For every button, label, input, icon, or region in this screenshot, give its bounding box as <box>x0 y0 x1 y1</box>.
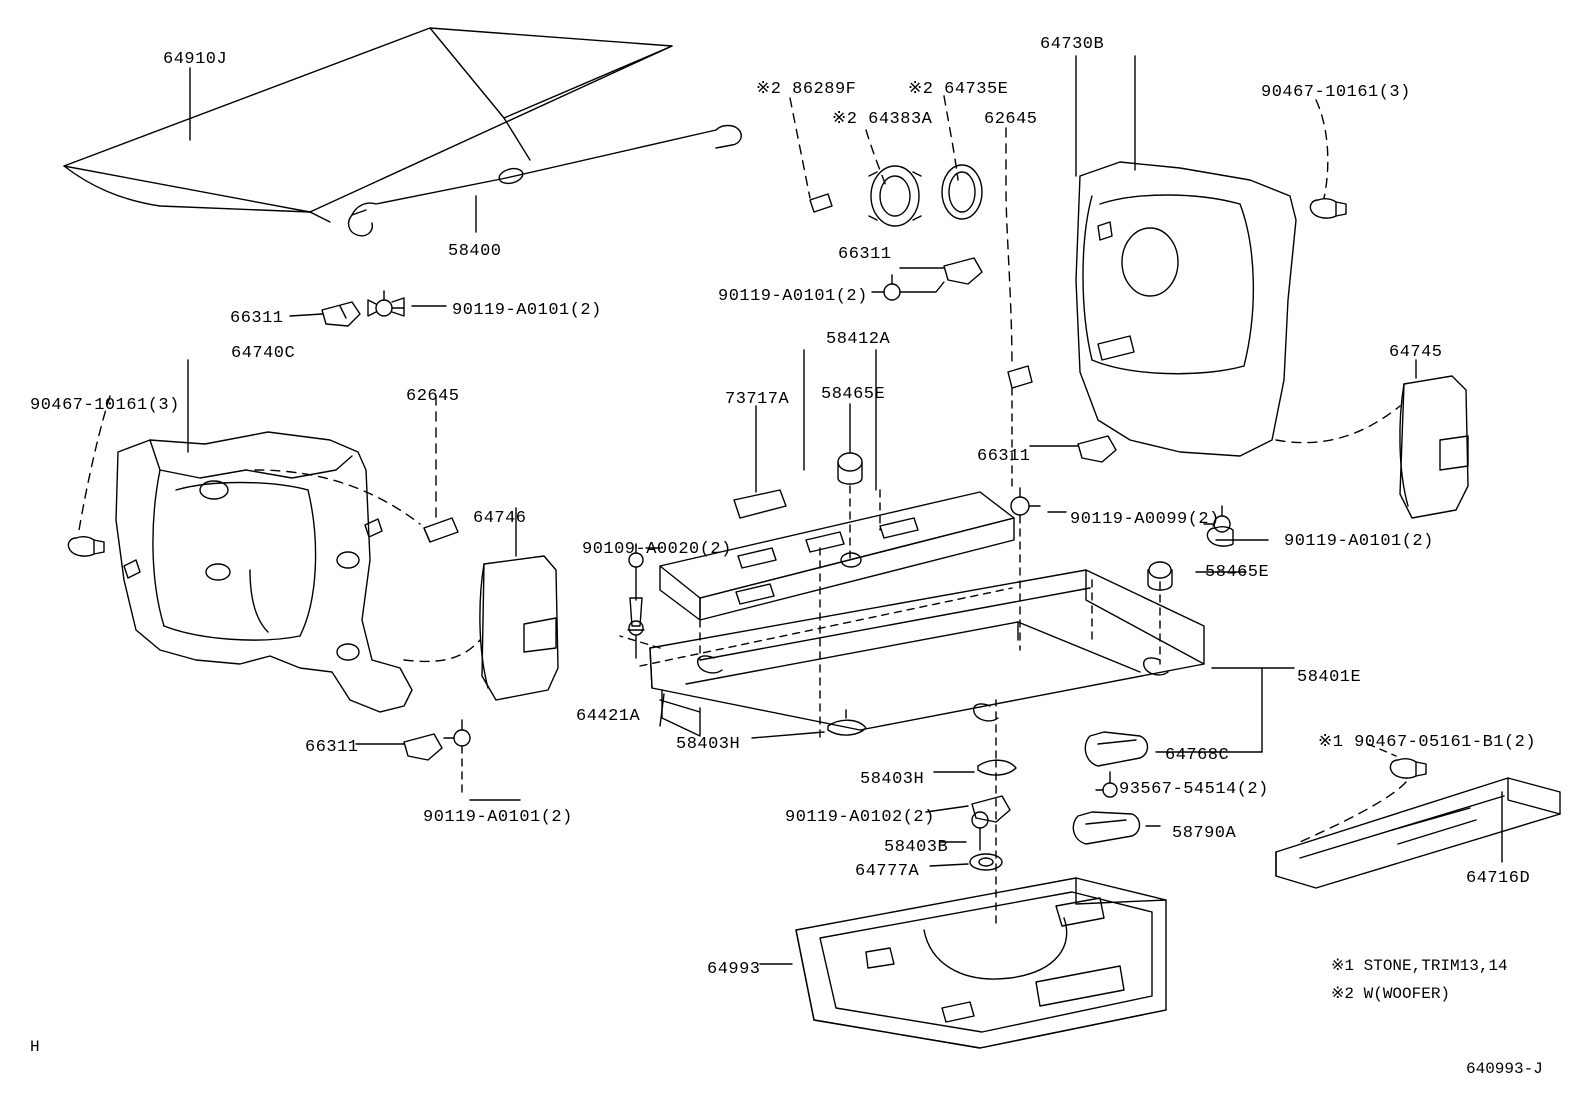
footnote-1: ※1 STONE,TRIM13,14 <box>1331 957 1508 975</box>
part-label-93567-54514: 93567-54514(2) <box>1119 780 1269 799</box>
part-label-58790A: 58790A <box>1172 824 1237 843</box>
part-label-90119-A0102: 90119-A0102(2) <box>785 808 935 827</box>
part-label-64735E: ※2 64735E <box>908 80 1009 99</box>
part-label-90119-A0101-a: 90119-A0101(2) <box>718 287 868 306</box>
part-label-58465E-top: 58465E <box>821 385 886 404</box>
part-label-58412A: 58412A <box>826 330 891 349</box>
part-label-64777A: 64777A <box>855 862 920 881</box>
part-label-90467-10161-top: 90467-10161(3) <box>1261 83 1411 102</box>
part-label-64383A: ※2 64383A <box>832 110 933 129</box>
part-label-64730B: 64730B <box>1040 35 1105 54</box>
part-label-90119-A0101-b: 90119-A0101(2) <box>452 301 602 320</box>
part-label-64746: 64746 <box>473 509 527 528</box>
sheet-marker: H <box>30 1038 40 1056</box>
part-label-90119-A0101-c: 90119-A0101(2) <box>1284 532 1434 551</box>
part-label-66311-c: 66311 <box>977 447 1031 466</box>
part-label-90119-A0101-d: 90119-A0101(2) <box>423 808 573 827</box>
part-label-58400: 58400 <box>448 242 502 261</box>
part-label-66311-b: 66311 <box>230 309 284 328</box>
part-label-90119-A0099: 90119-A0099(2) <box>1070 510 1220 529</box>
part-label-64421A: 64421A <box>576 707 641 726</box>
part-label-64716D: 64716D <box>1466 869 1531 888</box>
part-label-64768C: 64768C <box>1165 746 1230 765</box>
part-label-66311-a: 66311 <box>838 245 892 264</box>
part-label-58403H-b: 58403H <box>860 770 925 789</box>
part-label-64910J: 64910J <box>163 50 228 69</box>
part-label-58403B: 58403B <box>884 838 949 857</box>
part-label-90467-05161: ※1 90467-05161-B1(2) <box>1318 733 1537 752</box>
part-label-64740C: 64740C <box>231 344 296 363</box>
part-label-90467-10161-left: 90467-10161(3) <box>30 396 180 415</box>
part-label-64745: 64745 <box>1389 343 1443 362</box>
part-label-64993: 64993 <box>707 960 761 979</box>
part-label-62645-left: 62645 <box>406 387 460 406</box>
part-label-58401E: 58401E <box>1297 668 1362 687</box>
part-label-58403H-a: 58403H <box>676 735 741 754</box>
part-label-86289F: ※2 86289F <box>756 80 857 99</box>
part-label-90109-A0020: 90109-A0020(2) <box>582 540 732 559</box>
part-label-73717A: 73717A <box>725 390 790 409</box>
diagram-code: 640993-J <box>1466 1060 1543 1078</box>
footnote-2: ※2 W(WOOFER) <box>1331 985 1451 1003</box>
part-label-62645-top: 62645 <box>984 110 1038 129</box>
part-label-58465E-right: 58465E <box>1205 563 1270 582</box>
part-label-66311-d: 66311 <box>305 738 359 757</box>
